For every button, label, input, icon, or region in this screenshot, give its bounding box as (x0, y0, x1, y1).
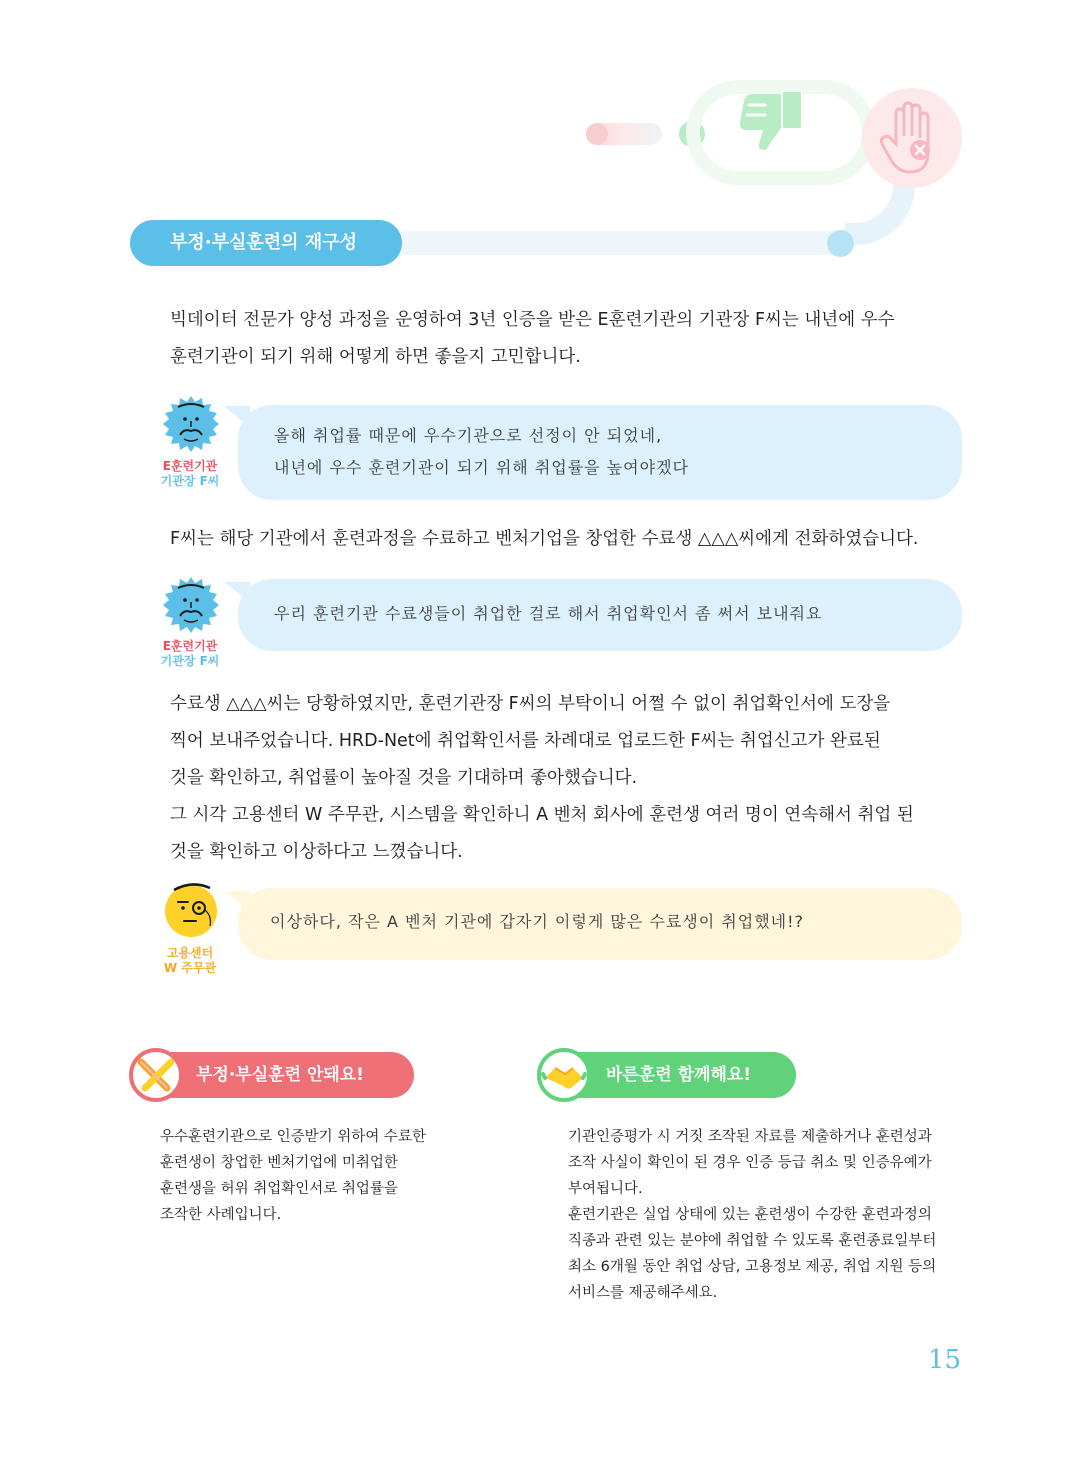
stop-hand-icon (876, 100, 950, 178)
speech-text: 우리 훈련기관 수료생들이 취업한 걸로 해서 취업확인서 좀 써서 보내줘요 (274, 604, 823, 623)
mustache-face-icon (162, 576, 220, 634)
speaker-label: 고용센터 W 주무관 (163, 946, 217, 975)
story-line: 그 시각 고용센터 W 주무관, 시스템을 확인하니 A 벤처 회사에 훈련생 여러 명이 연속해서 취업 된 (170, 805, 914, 825)
intro-line: 빅데이터 전문가 양성 과정을 운영하여 3년 인증을 받은 E훈련기관의 기관장 F씨는 내년에 우수 (170, 310, 895, 330)
mid-line: F씨는 해당 기관에서 훈련과정을 수료하고 벤처기업을 창업한 수료생 △△△씨에게 전화하였습니다. (170, 529, 919, 549)
badge-good-text: 기관인증평가 시 거짓 조작된 자료를 제출하거나 훈련성과 조작 사실이 확인이 된 경우 인증 등급 취소 및 인증유예가 부여됩니다. 훈련기관은 실업 상태에 있는 훈련생이 수강한 훈련과정의 직종과 관련 있는 분야에 취업할 수 있도록 훈련종료일부터 최소 6개월 동안 취업 상담, 고용정보 제공, 취업 지원 등의 서비스를 제공해주세요. (568, 1129, 937, 1301)
badge-bad: 부정·부실훈련 안돼요! (132, 1052, 414, 1098)
crossed-hands-icon (133, 1052, 179, 1098)
section-title: 부정·부실훈련의 재구성 (130, 220, 402, 266)
story-line: 것을 확인하고, 취업률이 높아질 것을 기대하며 좋아했습니다. (170, 768, 638, 788)
monocle-face-icon (162, 880, 220, 938)
badge-good: 바른훈련 함께해요! (540, 1052, 796, 1098)
story-line: 수료생 △△△씨는 당황하였지만, 훈련기관장 F씨의 부탁이니 어쩔 수 없이 취업확인서에 도장을 (170, 694, 891, 714)
decor-track (395, 231, 845, 255)
thumbs-down-icon (735, 88, 805, 154)
handshake-icon (541, 1052, 587, 1098)
decor-dot-blue (827, 230, 854, 257)
badge-bad-icon-wrap (129, 1048, 183, 1102)
badge-bad-text: 우수훈련기관으로 인증받기 위하여 수료한 훈련생이 창업한 벤처기업에 미취업한 훈련생을 허위 취업확인서로 취업률을 조작한 사례입니다. (160, 1129, 426, 1223)
intro-line: 훈련기관이 되기 위해 어떻게 하면 좋을지 고민합니다. (170, 347, 581, 367)
decor-dot-pink (586, 123, 608, 145)
speaker-label: E훈련기관 기관장 F씨 (160, 459, 220, 488)
speech-text: 올해 취업률 때문에 우수기관으로 선정이 안 되었네, 내년에 우수 훈련기관이 되기 위해 취업률을 높여야겠다 (274, 426, 690, 477)
speech-text: 이상하다, 작은 A 벤처 기관에 갑자기 이렇게 많은 수료생이 취업했네!? (270, 912, 805, 931)
badge-good-icon-wrap (537, 1048, 591, 1102)
intro-paragraph (170, 302, 895, 376)
mustache-face-icon (162, 395, 220, 453)
bubble-tail (224, 891, 250, 911)
story-line: 것을 확인하고 이상하다고 느꼈습니다. (170, 842, 463, 862)
page-number: 15 (928, 1345, 962, 1375)
story-line: 찍어 보내주었습니다. HRD-Net에 취업확인서를 차례대로 업로드한 F씨는 취업신고가 완료된 (170, 731, 881, 751)
story-paragraph (170, 686, 914, 871)
bubble-tail (224, 582, 250, 602)
speaker-label: E훈련기관 기관장 F씨 (160, 639, 220, 668)
bubble-tail (224, 406, 250, 428)
